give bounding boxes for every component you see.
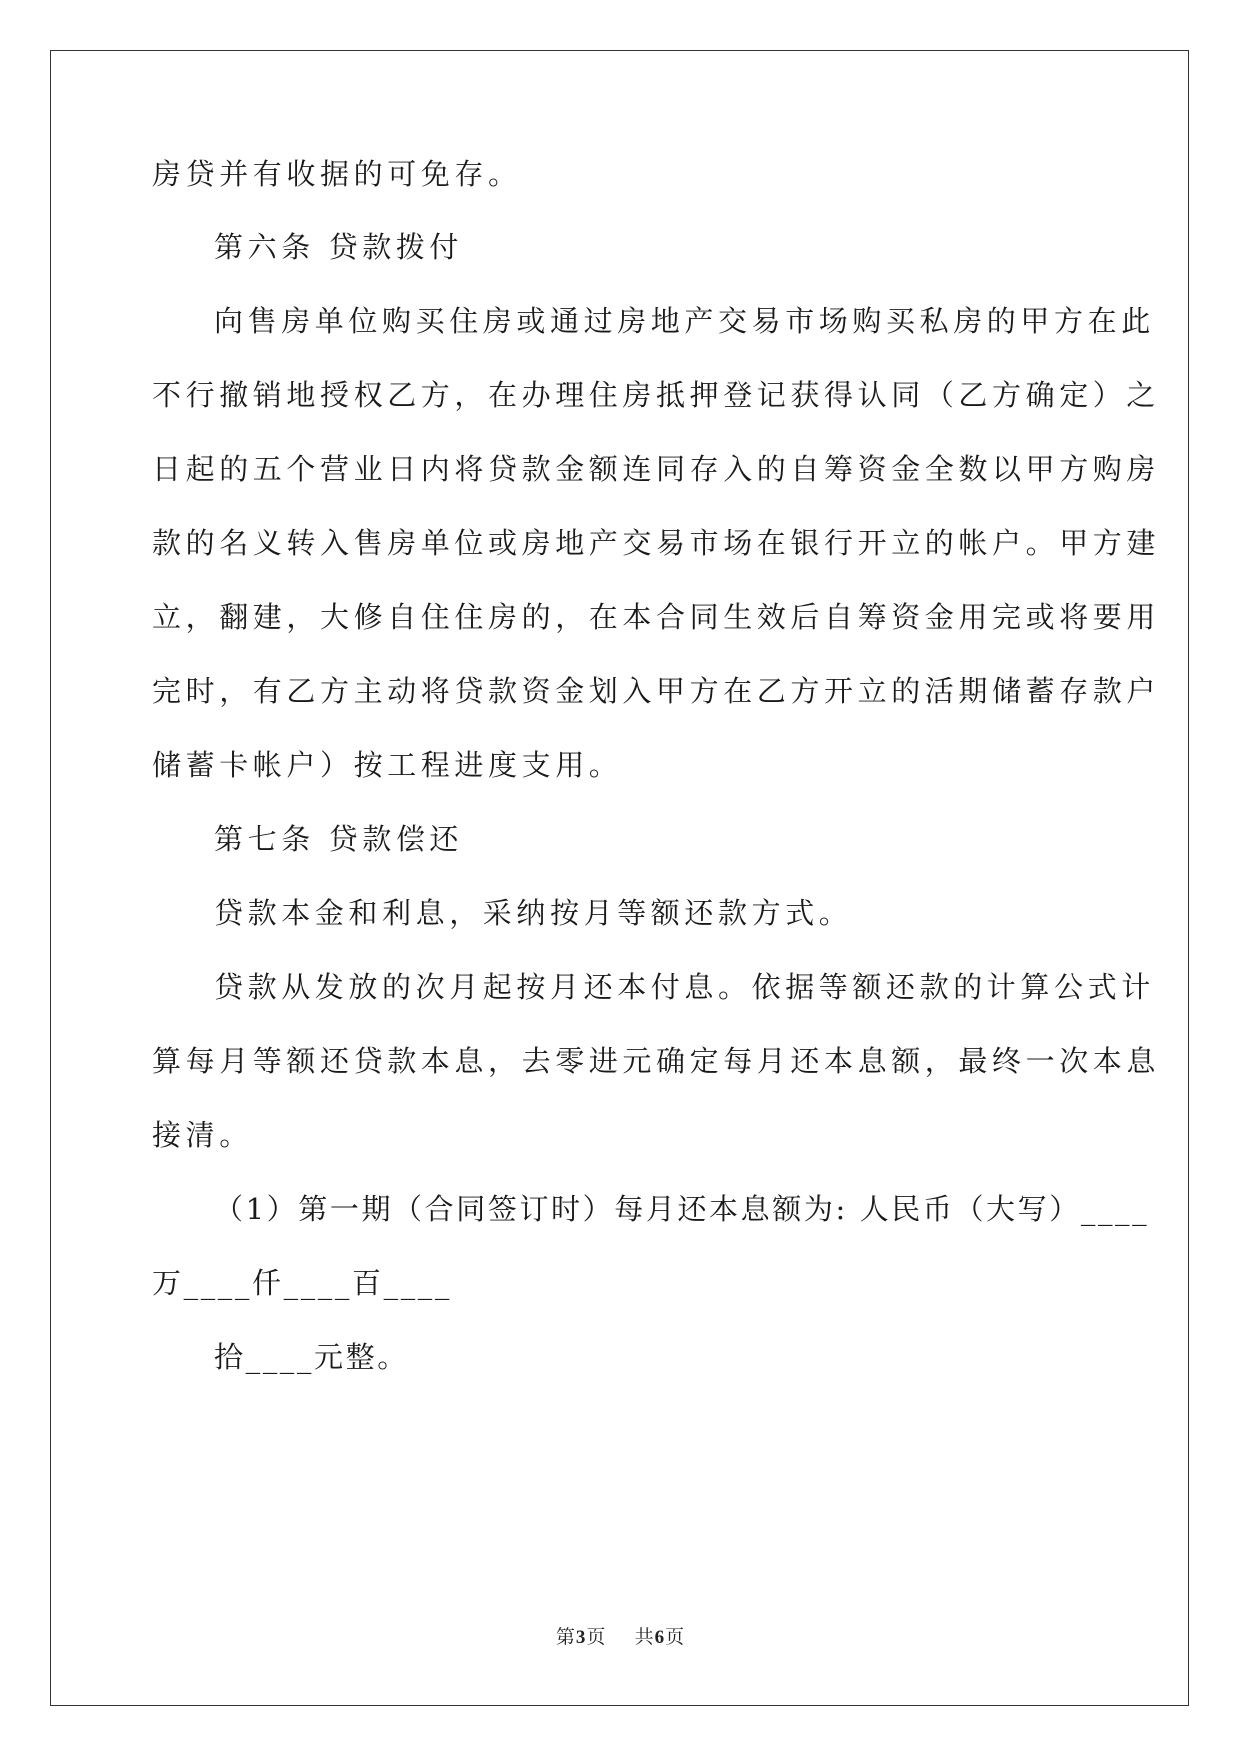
footer-page-number: 3 — [575, 1627, 587, 1648]
footer-total-number: 6 — [654, 1627, 666, 1648]
text-line: 房贷并有收据的可免存。 — [152, 157, 522, 191]
text-line: 贷款从发放的次月起按月还本付息。依据等额还款的计算公式计 — [214, 970, 1155, 1004]
article-7-heading: 第七条 贷款偿还 — [214, 822, 464, 856]
text-line: 算每月等额还贷款本息，去零进元确定每月还本息额，最终一次本息 — [152, 1044, 1161, 1078]
text-line: 款的名义转入售房单位或房地产交易市场在银行开立的帐户。甲方建 — [152, 526, 1161, 560]
text-line: 贷款本金和利息，采纳按月等额还款方式。 — [214, 896, 853, 930]
footer-page-prefix: 第 — [555, 1626, 576, 1648]
text-line: 日起的五个营业日内将贷款金额连同存入的自筹资金全数以甲方购房 — [152, 452, 1161, 486]
text-line: （1）第一期（合同签订时）每月还本息额为: 人民币（大写）____ — [214, 1192, 1150, 1226]
text-line: 接清。 — [152, 1118, 253, 1152]
footer-page-suffix: 页 — [586, 1626, 607, 1648]
article-6-heading: 第六条 贷款拨付 — [214, 230, 464, 264]
text-line: 储蓄卡帐户）按工程进度支用。 — [152, 748, 623, 782]
footer-total-suffix: 页 — [665, 1626, 686, 1648]
text-line: 万____仟____百____ — [152, 1266, 452, 1300]
page-footer — [0, 1622, 1241, 1649]
text-line: 向售房单位购买住房或通过房地产交易市场购买私房的甲方在此 — [214, 304, 1155, 338]
footer-total-prefix: 共 — [634, 1626, 655, 1648]
text-line: 立，翻建，大修自住住房的，在本合同生效后自筹资金用完或将要用 — [152, 600, 1161, 634]
text-line: 不行撤销地授权乙方，在办理住房抵押登记获得认同（乙方确定）之 — [152, 378, 1161, 412]
text-line: 完时，有乙方主动将贷款资金划入甲方在乙方开立的活期储蓄存款户 — [152, 674, 1161, 708]
text-line: 拾____元整。 — [214, 1340, 409, 1374]
